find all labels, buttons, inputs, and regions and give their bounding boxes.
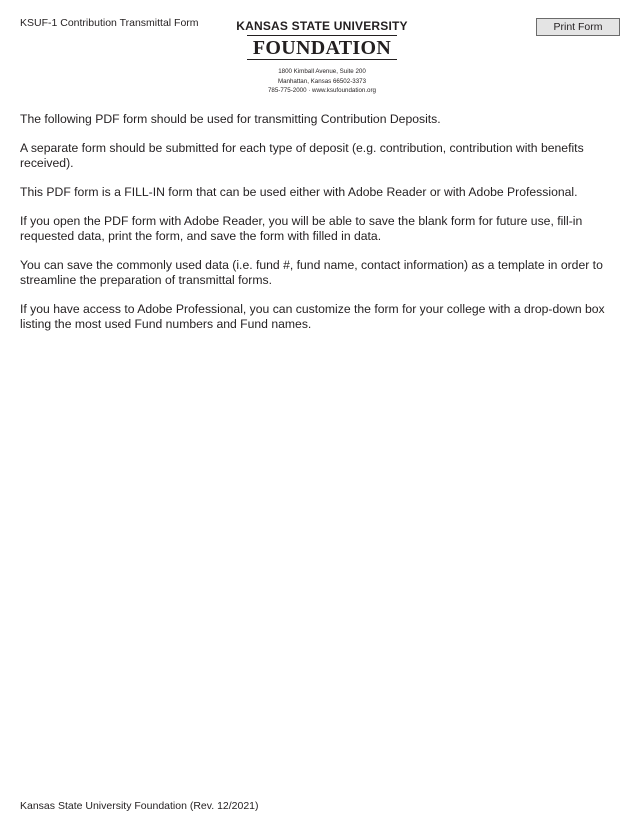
paragraph-adobe-professional: If you have access to Adobe Professional, you can customize the form for your college with a drop-down box listing the most used Fund numbers and Fund names. — [20, 302, 605, 331]
paragraph-template: You can save the commonly used data (i.e. fund #, fund name, contact information) as a template in order to streamline the preparation of transmittal forms. — [20, 258, 603, 287]
org-name-line2: FOUNDATION — [252, 37, 392, 59]
paragraph-separate-form: A separate form should be submitted for each type of deposit (e.g. contribution, contribution with benefits received). — [20, 141, 584, 170]
address-line-street: 1800 Kimball Avenue, Suite 200 — [278, 68, 366, 75]
paragraph-adobe-reader: If you open the PDF form with Adobe Reader, you will be able to save the blank form for future use, fill-in requested data, print the form, and save the form with filled in data. — [20, 214, 583, 243]
letterhead — [230, 20, 414, 96]
instructions-body — [20, 112, 610, 346]
paragraph-fill-in: This PDF form is a FILL-IN form that can be used either with Adobe Reader or with Adobe Professional. — [20, 185, 578, 199]
address-line-contact: 785-775-2000 · www.ksufoundation.org — [267, 87, 376, 94]
paragraph-purpose: The following PDF form should be used for transmitting Contribution Deposits. — [20, 112, 441, 126]
org-address — [230, 67, 414, 96]
footer-revision: Kansas State University Foundation (Rev. 12/2021) — [20, 800, 259, 812]
letterhead-underline — [247, 59, 397, 60]
form-code-label: KSUF-1 Contribution Transmittal Form — [20, 17, 199, 29]
letterhead-divider — [247, 35, 397, 36]
org-name-line1: KANSAS STATE UNIVERSITY — [236, 19, 408, 33]
address-line-city: Manhattan, Kansas 66502-3373 — [277, 77, 367, 85]
print-form-button[interactable]: Print Form — [536, 18, 620, 36]
